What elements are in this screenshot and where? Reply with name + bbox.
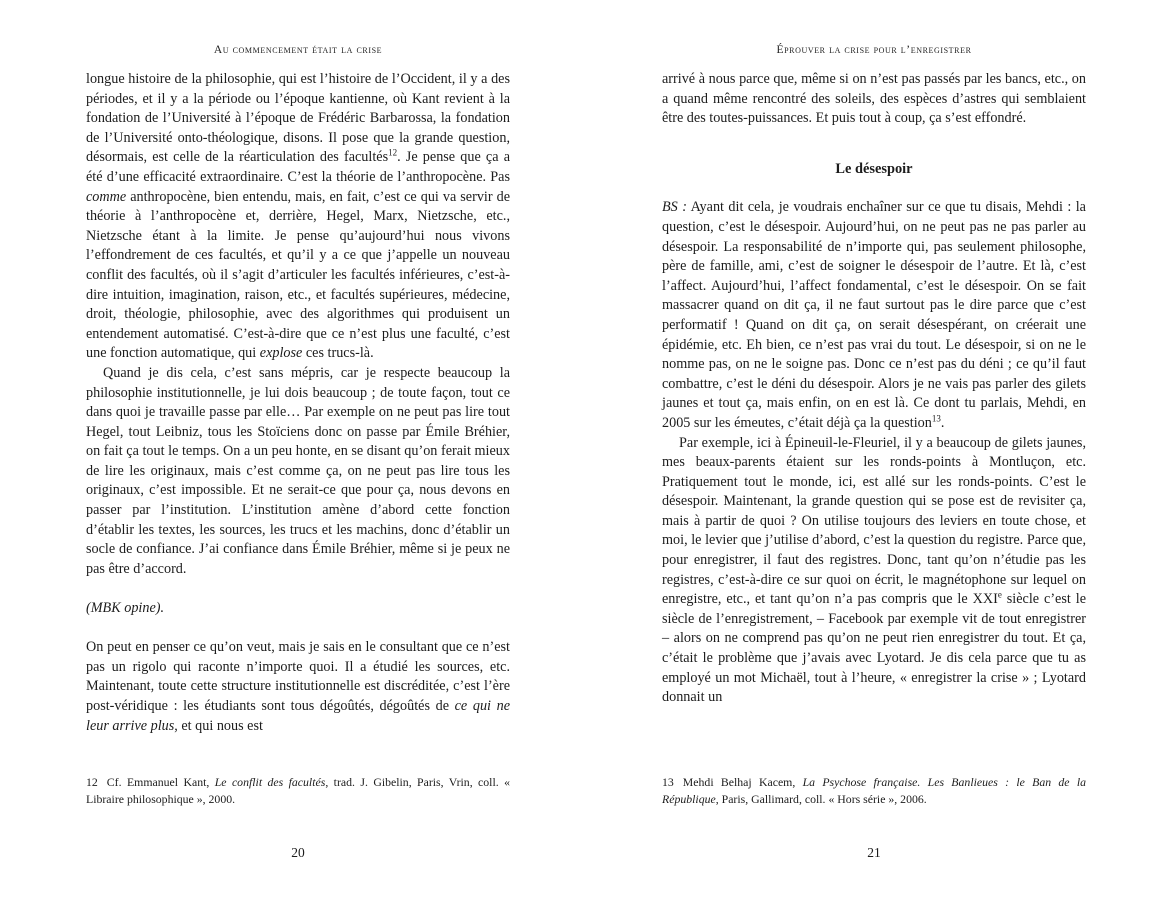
footnote-left — [86, 774, 510, 807]
paragraph: longue histoire de la philosophie, qui est l’histoire de l’Occident, il y a des périodes, et il y a la période ou l’époque kantienne, où Kant revient à la fondation de l’Université à l’époque de Frédéric Barbarossa, la fondation de l’Université onto-théologique, disons. Il pose que la grande question, désormais, est celle de la réarticulation des facultés$^{12}$. Je pense que ça a été d’une efficacité extraordinaire. C’est la théorie de l’anthropocène. Pas comme anthropocène, bien entendu, mais, en fait, c’est ce qui va servir de théorie à l’anthropocène et, derrière, Hegel, Marx, Nietzsche, etc., Nietzsche étant à la limite. Je pense qu’aujourd’hui nous vivons l’effondrement de ces facultés, et qu’il y a ce que j’appelle un nouveau conflit des facultés, où il s’agit d’articuler les facultés inférieures, c’est-à-dire intuition, imagination, raison, etc., et facultés supérieures, médecine, droit, théologie, philosophie, avec des algorithmes qui produisent un entendement automatisé. C’est-à-dire que ce n’est plus une faculté, c’est une fonction automatique, qui explose ces trucs-là. — [86, 71, 510, 362]
paragraph: Quand je dis cela, c’est sans mépris, car je respecte beaucoup la philosophie institutionnelle, je lui dois beaucoup ; de toute façon, tout ce dans quoi je travaille passe par elle… Par exemple on ne peut pas lire tout Hegel, tout Leibniz, tous les Stoïciens donc on passe par Émile Bréhier, on fait ça tout le temps. On a un peu honte, en se disant qu’on ferait mieux de lire les originaux, mais c’est comme ça, on ne peut pas lire tous les originaux, c’est impossible. Et ne serait-ce que pour ça, nous devons en passer par l’institution. L’institution amène d’abord cette fonction d’établir les textes, les sources, les trucs et les machins, donc d’établir un socle de confiance. J’ai confiance dans Émile Bréhier, même si je peux ne pas être d’accord. — [86, 364, 510, 577]
footnote-text: Cf. Emmanuel Kant, Le conflit des facultés, trad. J. Gibelin, Paris, Vrin, coll. « Libraire philosophique », 2000. — [86, 775, 510, 806]
running-head-right: Éprouver la crise pour l’enregistrer — [776, 44, 972, 56]
page-body-right — [662, 70, 1086, 708]
stage-direction: (MBK opine). — [86, 600, 165, 617]
footnote-text: Mehdi Belhaj Kacem, La Psychose française. Les Banlieues : le Ban de la République, Paris, Gallimard, coll. « Hors série », 2006. — [662, 775, 1086, 806]
footnote-number: 13 — [662, 775, 674, 789]
footnote-right — [662, 774, 1086, 807]
footnote-number: 12 — [86, 775, 98, 789]
section-heading: Le désespoir — [835, 160, 913, 177]
page-left — [86, 0, 510, 912]
paragraph: BS : Ayant dit cela, je voudrais enchaîner sur ce que tu disais, Mehdi : la question, c’est le désespoir. Aujourd’hui, on ne peut pas ne pas parler au désespoir. La responsabilité de n’importe qui, pas seulement philosophe, père de famille, ami, c’est de soigner le désespoir de l’autre. Et là, c’est l’affect. Aujourd’hui, l’affect fondamental, c’est le désespoir. On se fait massacrer quand on dit ça, il ne faut surtout pas le dire parce que c’est performatif ! Quand on dit ça, on serait désespérant, on créerait une épidémie, etc. Eh bien, ce n’est pas vrai du tout. Le désespoir, si on ne le nomme pas, on ne le soigne pas. Donc ce n’est pas du déni ; ce qu’il faut combattre, c’est le déni du désespoir. Alors je ne vais pas parler des gilets jaunes et tout ça, mais enfin, on en est là. Ce dont tu parlais, Mehdi, en 2005 sur les émeutes, c’était déjà ça la question$^{13}$. — [662, 199, 1086, 431]
page-right — [662, 0, 1086, 912]
page-body-left — [86, 70, 510, 736]
paragraph: arrivé à nous parce que, même si on n’est pas passés par les bancs, etc., on a quand même rencontré des soleils, des espèces d’astres qui semblaient être des toutes-puissances. Et puis tout à coup, ça s’est effondré. — [662, 71, 1086, 127]
paragraph: On peut en penser ce qu’on veut, mais je sais en le consultant que ce n’est pas un rigolo qui raconte n’importe quoi. Il a étudié les sources, etc. Maintenant, toute cette structure institutionnelle est discréditée, c’est l’ère post-véridique : les étudiants sont tous dégoûtés, dégoûtés de ce qui ne leur arrive plus, et qui nous est — [86, 639, 510, 734]
page-number-left: 20 — [291, 845, 305, 860]
page-number-right: 21 — [867, 845, 881, 860]
running-head-left: Au commencement était la crise — [213, 44, 383, 56]
paragraph: Par exemple, ici à Épineuil-le-Fleuriel, il y a beaucoup de gilets jaunes, mes beaux-parents étaient sur les ronds-points à Montluçon, etc. Pratiquement tout le monde, ici, est allé sur les ronds-points. C’est le désespoir. Maintenant, la grande question qui se pose est de revisiter ça, mais à partir de quoi ? On utilise toujours des leviers en toute chose, et moi, le levier que j’utilise d’abord, c’est la question du registre. Parce que, pour enregistrer, il faut des registres. Donc, tant qu’on n’étudie pas les registres, c’est-à-dire ce sur quoi on écrit, le magnétophone sur lequel on enregistre, etc., et tant qu’on n’a pas compris que le XXIe siècle c’est le siècle de l’enregistrement, – Facebook par exemple vit de tout enregistrer – alors on ne comprend pas qu’on ne peut rien enregistrer du tout. Et ça, c’était le problème que j’avais avec Lyotard. Je dis cela parce que tu as employé un mot Michaël, tout à l’heure, « enregistrer la crise » ; Lyotard donnait un — [662, 434, 1086, 706]
